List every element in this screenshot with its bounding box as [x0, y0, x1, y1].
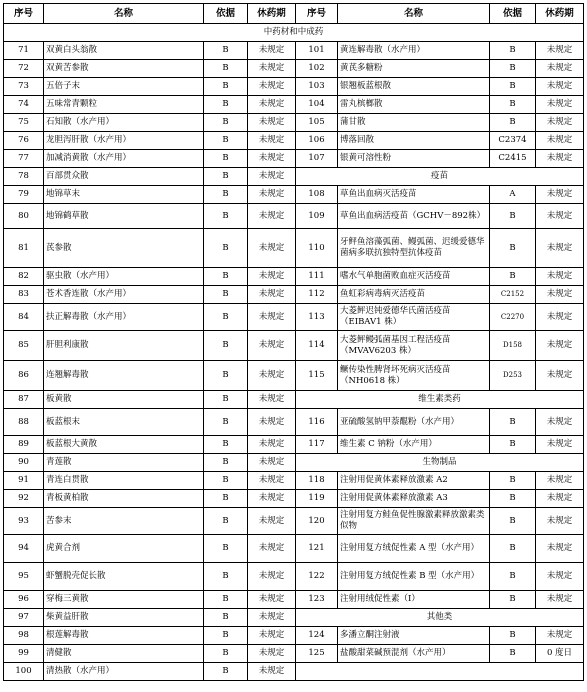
- drug-name: 五味常青颗粒: [44, 96, 204, 114]
- basis-code: B: [490, 535, 536, 563]
- basis-code: B: [204, 42, 248, 60]
- basis-code: B: [204, 268, 248, 286]
- drug-name: 黄连解毒散（水产用）: [338, 42, 490, 60]
- row-number: 71: [4, 42, 44, 60]
- basis-code: B: [204, 472, 248, 490]
- table-row: [4, 268, 584, 286]
- withdrawal-period: 未规定: [536, 78, 584, 96]
- withdrawal-period: 0 度日: [536, 645, 584, 663]
- drug-name: 银黄可溶性粉: [338, 150, 490, 168]
- drug-name: 青板黄柏散: [44, 490, 204, 508]
- table-row: [4, 454, 584, 472]
- basis-code: B: [490, 204, 536, 229]
- withdrawal-period: 未规定: [248, 436, 296, 454]
- row-number: 77: [4, 150, 44, 168]
- row-number: 101: [296, 42, 338, 60]
- basis-code: B: [490, 42, 536, 60]
- row-number: 85: [4, 331, 44, 361]
- table-row: [4, 535, 584, 563]
- withdrawal-period: 未规定: [536, 60, 584, 78]
- basis-code: B: [204, 535, 248, 563]
- row-number: 112: [296, 286, 338, 304]
- row-number: 87: [4, 391, 44, 409]
- table-row: [4, 645, 584, 663]
- withdrawal-period: 未规定: [248, 286, 296, 304]
- withdrawal-period: 未规定: [248, 168, 296, 186]
- withdrawal-period: 未规定: [536, 268, 584, 286]
- drug-name: 注射用复方绒促性素 A 型（水产用）: [338, 535, 490, 563]
- drug-name: 虎黄合剂: [44, 535, 204, 563]
- drug-name: 石知散（水产用）: [44, 114, 204, 132]
- table-row: [4, 627, 584, 645]
- drug-name: 草鱼出血病活疫苗（GCHV－892株）: [338, 204, 490, 229]
- row-number: 92: [4, 490, 44, 508]
- header-withdrawal-right: 休药期: [536, 4, 584, 24]
- row-number: 111: [296, 268, 338, 286]
- drug-name: 苍术香连散（水产用）: [44, 286, 204, 304]
- drug-name: 连翘解毒散: [44, 361, 204, 391]
- withdrawal-period: 未规定: [248, 186, 296, 204]
- drug-name: 清健散: [44, 645, 204, 663]
- basis-code: C2415: [490, 150, 536, 168]
- withdrawal-period: 未规定: [536, 627, 584, 645]
- withdrawal-period: 未规定: [248, 60, 296, 78]
- withdrawal-period: 未规定: [536, 304, 584, 331]
- row-number: 99: [4, 645, 44, 663]
- table-row: [4, 563, 584, 591]
- drug-name: 雷丸槟榔散: [338, 96, 490, 114]
- row-number: 109: [296, 204, 338, 229]
- basis-code: B: [490, 591, 536, 609]
- row-number: 125: [296, 645, 338, 663]
- basis-code: B: [490, 114, 536, 132]
- drug-name: 草鱼出血病灭活疫苗: [338, 186, 490, 204]
- basis-code: B: [490, 490, 536, 508]
- table-row: [4, 96, 584, 114]
- basis-code: B: [204, 409, 248, 436]
- drug-name: 苦参末: [44, 508, 204, 535]
- basis-code: B: [204, 508, 248, 535]
- withdrawal-period: 未规定: [248, 454, 296, 472]
- withdrawal-period: 未规定: [248, 42, 296, 60]
- row-number: 86: [4, 361, 44, 391]
- drug-table-sheet: [3, 3, 583, 681]
- withdrawal-period: 未规定: [248, 627, 296, 645]
- withdrawal-period: 未规定: [536, 508, 584, 535]
- row-number: 76: [4, 132, 44, 150]
- row-number: 121: [296, 535, 338, 563]
- row-number: 80: [4, 204, 44, 229]
- row-number: 89: [4, 436, 44, 454]
- row-number: 75: [4, 114, 44, 132]
- withdrawal-period: 未规定: [536, 42, 584, 60]
- withdrawal-period: 未规定: [248, 563, 296, 591]
- table-row: [4, 168, 584, 186]
- row-number: 83: [4, 286, 44, 304]
- withdrawal-period: 未规定: [248, 114, 296, 132]
- basis-code: B: [490, 409, 536, 436]
- row-number: 113: [296, 304, 338, 331]
- basis-code: B: [204, 663, 248, 681]
- table-row: [4, 409, 584, 436]
- basis-code: B: [204, 645, 248, 663]
- drug-name: 板蓝根大黄散: [44, 436, 204, 454]
- withdrawal-period: 未规定: [248, 150, 296, 168]
- row-number: 110: [296, 229, 338, 268]
- table-row: [4, 114, 584, 132]
- drug-name: 注射用复方鲑鱼促性腺激素释放激素类似物: [338, 508, 490, 535]
- row-number: 96: [4, 591, 44, 609]
- withdrawal-period: 未规定: [248, 361, 296, 391]
- basis-code: A: [490, 186, 536, 204]
- row-number: 93: [4, 508, 44, 535]
- drug-name: 青连白贯散: [44, 472, 204, 490]
- row-number: 79: [4, 186, 44, 204]
- row-number: 97: [4, 609, 44, 627]
- basis-code: B: [204, 168, 248, 186]
- section-title: 疫苗: [296, 168, 584, 186]
- withdrawal-period: 未规定: [248, 663, 296, 681]
- drug-name: 地锦鹤草散: [44, 204, 204, 229]
- withdrawal-period: 未规定: [536, 490, 584, 508]
- header-name-left: 名称: [44, 4, 204, 24]
- basis-code: B: [204, 563, 248, 591]
- row-number: 124: [296, 627, 338, 645]
- drug-name: 多潘立酮注射液: [338, 627, 490, 645]
- table-row: [4, 663, 584, 681]
- drug-name: 穿梅三黄散: [44, 591, 204, 609]
- drug-name: 扶正解毒散（水产用）: [44, 304, 204, 331]
- section-title: 中药材和中成药: [4, 24, 584, 42]
- basis-code: B: [204, 361, 248, 391]
- empty-cell: [296, 663, 584, 681]
- drug-name: 虾蟹脱壳促长散: [44, 563, 204, 591]
- row-number: 116: [296, 409, 338, 436]
- row-number: 118: [296, 472, 338, 490]
- row-number: 105: [296, 114, 338, 132]
- withdrawal-period: 未规定: [248, 229, 296, 268]
- drug-name: 注射用促黄体素释放激素 A2: [338, 472, 490, 490]
- drug-name: 驱虫散（水产用）: [44, 268, 204, 286]
- table-row: [4, 229, 584, 268]
- row-number: 100: [4, 663, 44, 681]
- header-no-right: 序号: [296, 4, 338, 24]
- row-number: 108: [296, 186, 338, 204]
- basis-code: B: [204, 60, 248, 78]
- table-row: [4, 490, 584, 508]
- withdrawal-period: 未规定: [536, 472, 584, 490]
- basis-code: C2374: [490, 132, 536, 150]
- table-row: [4, 204, 584, 229]
- basis-code: B: [490, 78, 536, 96]
- drug-name: 双黄苦参散: [44, 60, 204, 78]
- row-number: 107: [296, 150, 338, 168]
- drug-name: 青莲散: [44, 454, 204, 472]
- drug-name: 盐酸甜菜碱预混剂（水产用）: [338, 645, 490, 663]
- withdrawal-period: 未规定: [248, 490, 296, 508]
- withdrawal-period: 未规定: [536, 535, 584, 563]
- row-number: 82: [4, 268, 44, 286]
- row-number: 117: [296, 436, 338, 454]
- table-row: [4, 472, 584, 490]
- table-row: [4, 609, 584, 627]
- basis-code: B: [490, 268, 536, 286]
- withdrawal-period: 未规定: [536, 229, 584, 268]
- row-number: 88: [4, 409, 44, 436]
- withdrawal-period: 未规定: [248, 78, 296, 96]
- row-number: 123: [296, 591, 338, 609]
- header-name-right: 名称: [338, 4, 490, 24]
- row-number: 73: [4, 78, 44, 96]
- drug-name: 五倍子末: [44, 78, 204, 96]
- withdrawal-period: 未规定: [248, 132, 296, 150]
- drug-name: 博落回散: [338, 132, 490, 150]
- basis-code: B: [490, 645, 536, 663]
- drug-name: 大菱鲆鳗弧菌基因工程活疫苗（MVAV6203 株）: [338, 331, 490, 361]
- header-no-left: 序号: [4, 4, 44, 24]
- basis-code: B: [204, 436, 248, 454]
- basis-code: C2152: [490, 286, 536, 304]
- section-title: 维生素类药: [296, 391, 584, 409]
- table-row: [4, 508, 584, 535]
- withdrawal-period: 未规定: [536, 436, 584, 454]
- basis-code: B: [490, 436, 536, 454]
- drug-name: 肝胆利康散: [44, 331, 204, 361]
- header-withdrawal-left: 休药期: [248, 4, 296, 24]
- withdrawal-period: 未规定: [248, 304, 296, 331]
- section-title: 其他类: [296, 609, 584, 627]
- drug-name: 黄芪多糖粉: [338, 60, 490, 78]
- basis-code: B: [490, 96, 536, 114]
- row-number: 104: [296, 96, 338, 114]
- basis-code: B: [204, 304, 248, 331]
- withdrawal-period: 未规定: [248, 409, 296, 436]
- drug-name: 鱼虹彩病毒病灭活疫苗: [338, 286, 490, 304]
- withdrawal-period: 未规定: [248, 391, 296, 409]
- header-basis-right: 依据: [490, 4, 536, 24]
- withdrawal-period: 未规定: [248, 204, 296, 229]
- withdrawal-period: 未规定: [248, 535, 296, 563]
- table-row: [4, 150, 584, 168]
- row-number: 103: [296, 78, 338, 96]
- basis-code: B: [204, 78, 248, 96]
- drug-name: 清热散（水产用）: [44, 663, 204, 681]
- section-row: [4, 24, 584, 42]
- drug-name: 根莲解毒散: [44, 627, 204, 645]
- withdrawal-period: 未规定: [536, 150, 584, 168]
- basis-code: B: [490, 60, 536, 78]
- basis-code: B: [204, 627, 248, 645]
- basis-code: B: [204, 490, 248, 508]
- basis-code: B: [204, 454, 248, 472]
- basis-code: B: [204, 132, 248, 150]
- table-row: [4, 361, 584, 391]
- drug-name: 鳜传染性脾肾坏死病灭活疫苗（NH0618 株）: [338, 361, 490, 391]
- drug-name: 地锦草末: [44, 186, 204, 204]
- withdrawal-period: 未规定: [248, 472, 296, 490]
- withdrawal-period: 未规定: [536, 563, 584, 591]
- withdrawal-period: 未规定: [248, 331, 296, 361]
- basis-code: B: [204, 229, 248, 268]
- row-number: 72: [4, 60, 44, 78]
- table-row: [4, 42, 584, 60]
- basis-code: B: [490, 472, 536, 490]
- drug-name: 注射用促黄体素释放激素 A3: [338, 490, 490, 508]
- basis-code: B: [490, 229, 536, 268]
- table-row: [4, 304, 584, 331]
- row-number: 74: [4, 96, 44, 114]
- table-row: [4, 60, 584, 78]
- drug-name: 板黄散: [44, 391, 204, 409]
- withdrawal-period: 未规定: [536, 132, 584, 150]
- withdrawal-period: 未规定: [536, 331, 584, 361]
- row-number: 98: [4, 627, 44, 645]
- row-number: 90: [4, 454, 44, 472]
- row-number: 115: [296, 361, 338, 391]
- withdrawal-period: 未规定: [536, 286, 584, 304]
- drug-name: 注射用绒促性素（I）: [338, 591, 490, 609]
- withdrawal-period: 未规定: [536, 114, 584, 132]
- row-number: 119: [296, 490, 338, 508]
- basis-code: B: [490, 563, 536, 591]
- withdrawal-period: 未规定: [536, 409, 584, 436]
- drug-name: 双黄白头翁散: [44, 42, 204, 60]
- withdrawal-period: 未规定: [536, 361, 584, 391]
- drug-name: 大菱鲆迟钝爱德华氏菌活疫苗（EIBAV1 株）: [338, 304, 490, 331]
- drug-name: 蒲甘散: [338, 114, 490, 132]
- withdrawal-period: 未规定: [536, 204, 584, 229]
- basis-code: B: [490, 627, 536, 645]
- withdrawal-period: 未规定: [536, 591, 584, 609]
- drug-name: 银翘板蓝根散: [338, 78, 490, 96]
- drug-name: 板蓝根末: [44, 409, 204, 436]
- withdrawal-period: 未规定: [248, 591, 296, 609]
- withdrawal-period: 未规定: [536, 96, 584, 114]
- table-row: [4, 132, 584, 150]
- drug-name: 亚硫酸氢钠甲萘醌粉（水产用）: [338, 409, 490, 436]
- table-row: [4, 591, 584, 609]
- basis-code: B: [204, 331, 248, 361]
- table-body: [4, 24, 584, 681]
- row-number: 81: [4, 229, 44, 268]
- header-basis-left: 依据: [204, 4, 248, 24]
- basis-code: D158: [490, 331, 536, 361]
- withdrawal-period: 未规定: [536, 186, 584, 204]
- row-number: 94: [4, 535, 44, 563]
- basis-code: B: [204, 391, 248, 409]
- drug-name: 加减消黄散（水产用）: [44, 150, 204, 168]
- basis-code: B: [204, 286, 248, 304]
- basis-code: B: [204, 186, 248, 204]
- basis-code: B: [204, 150, 248, 168]
- row-number: 91: [4, 472, 44, 490]
- basis-code: B: [204, 96, 248, 114]
- table-row: [4, 286, 584, 304]
- withdrawal-period: 未规定: [248, 268, 296, 286]
- row-number: 78: [4, 168, 44, 186]
- table-row: [4, 391, 584, 409]
- drug-name: 维生素 C 钠粉（水产用）: [338, 436, 490, 454]
- row-number: 120: [296, 508, 338, 535]
- basis-code: D253: [490, 361, 536, 391]
- withdrawal-period: 未规定: [248, 96, 296, 114]
- basis-code: B: [204, 591, 248, 609]
- section-title: 生物制品: [296, 454, 584, 472]
- row-number: 84: [4, 304, 44, 331]
- drug-name: 注射用复方绒促性素 B 型（水产用）: [338, 563, 490, 591]
- basis-code: B: [204, 609, 248, 627]
- drug-name: 嗜水气单胞菌败血症灭活疫苗: [338, 268, 490, 286]
- basis-code: B: [204, 204, 248, 229]
- row-number: 102: [296, 60, 338, 78]
- table-row: [4, 78, 584, 96]
- row-number: 114: [296, 331, 338, 361]
- drug-name: 龙胆泻肝散（水产用）: [44, 132, 204, 150]
- table-row: [4, 436, 584, 454]
- withdrawal-period: 未规定: [248, 508, 296, 535]
- drug-table: [3, 3, 584, 681]
- basis-code: B: [490, 508, 536, 535]
- drug-name: 百部贯众散: [44, 168, 204, 186]
- row-number: 106: [296, 132, 338, 150]
- row-number: 122: [296, 563, 338, 591]
- table-row: [4, 331, 584, 361]
- withdrawal-period: 未规定: [248, 645, 296, 663]
- row-number: 95: [4, 563, 44, 591]
- drug-name: 牙鲆鱼溶藻弧菌、鳗弧菌、迟缓爱德华菌病多联抗独特型抗体疫苗: [338, 229, 490, 268]
- table-row: [4, 186, 584, 204]
- basis-code: C2270: [490, 304, 536, 331]
- drug-name: 柴黄益肝散: [44, 609, 204, 627]
- drug-name: 芪参散: [44, 229, 204, 268]
- header-row: [4, 4, 584, 24]
- withdrawal-period: 未规定: [248, 609, 296, 627]
- basis-code: B: [204, 114, 248, 132]
